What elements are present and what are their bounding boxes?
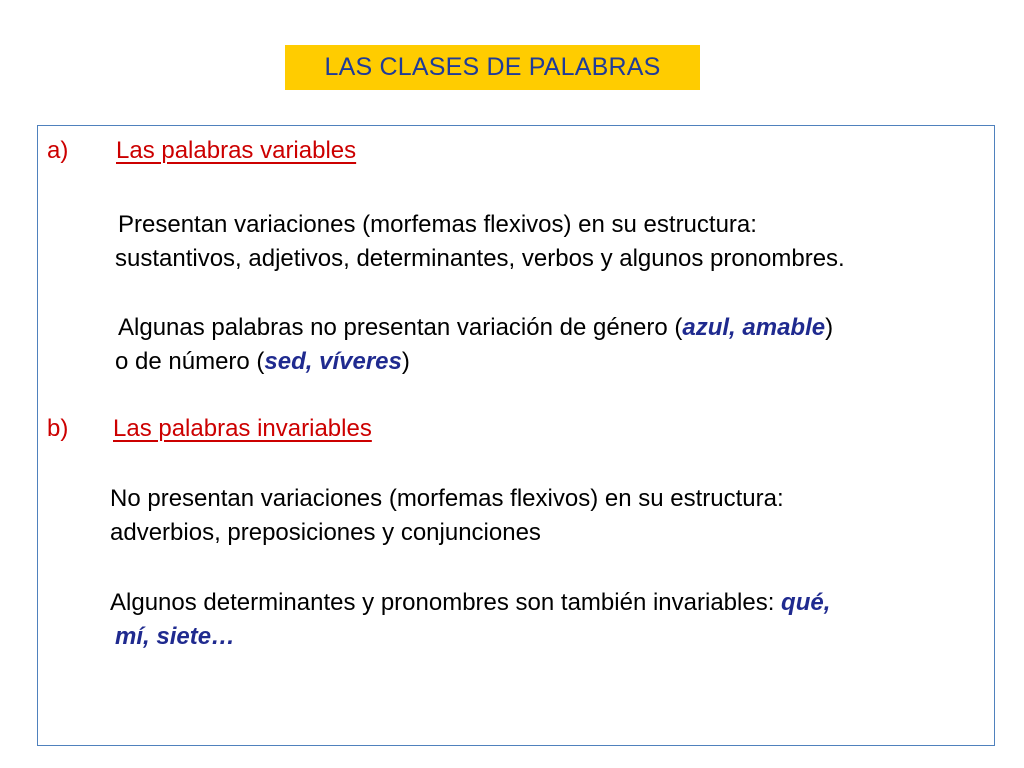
section-a-heading: Las palabras variables (116, 137, 357, 164)
section-a-paragraph-2-line-2 (115, 347, 410, 377)
section-a-gender-examples: azul, amable (682, 314, 826, 341)
section-a-number-examples: sed, víveres (264, 348, 402, 375)
section-a-paragraph-2-line-1 (118, 313, 833, 343)
section-b-heading: Las palabras invariables (113, 415, 372, 442)
section-b-p2-text-start: Algunos determinantes y pronombres son también invariables: (110, 589, 782, 616)
section-a-p2-line2-start: o de número ( (115, 348, 265, 375)
section-b-paragraph-1-line-1: No presentan variaciones (morfemas flexivos) en su estructura: (110, 485, 784, 512)
section-b-examples-line-1: qué, (781, 589, 831, 616)
section-a-p2-line2-end: ) (401, 348, 410, 375)
section-b-examples-line-2: mí, siete… (115, 623, 236, 650)
section-a-paragraph-1-line-2: sustantivos, adjetivos, determinantes, verbos y algunos pronombres. (115, 245, 845, 272)
section-b-paragraph-1-line-2: adverbios, preposiciones y conjunciones (110, 519, 541, 546)
section-a-marker: a) (47, 137, 69, 164)
section-b-marker: b) (47, 415, 69, 442)
section-b-paragraph-2-line-1 (110, 588, 830, 618)
slide-title: LAS CLASES DE PALABRAS (324, 53, 661, 81)
section-b-paragraph-2-line-2 (115, 622, 235, 652)
section-a-paragraph-1-line-1: Presentan variaciones (morfemas flexivos) en su estructura: (118, 211, 757, 238)
title-box (285, 45, 700, 90)
section-a-p2-text-end: ) (825, 314, 834, 341)
section-a-p2-text-start: Algunas palabras no presentan variación de género ( (118, 314, 683, 341)
